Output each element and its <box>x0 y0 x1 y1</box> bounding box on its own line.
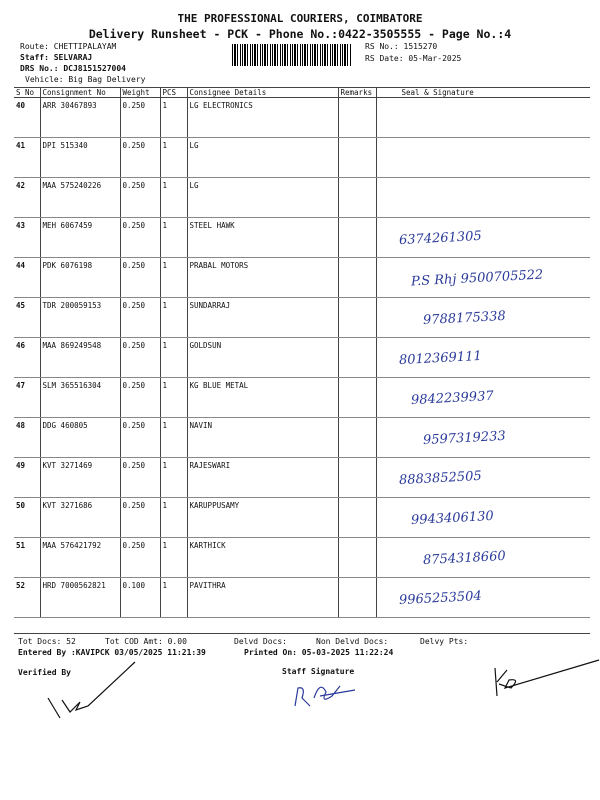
col-signature: Seal & Signature <box>376 88 590 98</box>
remarks-cell <box>338 98 376 138</box>
barcode <box>232 44 352 66</box>
table-row <box>14 178 590 218</box>
signature-cell <box>376 458 590 498</box>
col-pcs: PCS <box>160 88 187 98</box>
sno-cell: 43 <box>14 218 40 258</box>
consignee-cell: GOLDSUN <box>187 338 338 378</box>
remarks-cell <box>338 138 376 178</box>
weight-cell: 0.250 <box>120 298 160 338</box>
rs-date: RS Date: 05-Mar-2025 <box>365 54 462 63</box>
sno-cell: 41 <box>14 138 40 178</box>
company-title: THE PROFESSIONAL COURIERS, COIMBATORE <box>177 12 423 25</box>
staff-signature-label: Staff Signature <box>282 667 355 676</box>
weight-cell: 0.250 <box>120 498 160 538</box>
table-row <box>14 218 590 258</box>
remarks-cell <box>338 298 376 338</box>
pcs-cell: 1 <box>160 418 187 458</box>
consignment-cell: TDR 200059153 <box>40 298 120 338</box>
drs-no: DRS No.: DCJ8151527004 <box>20 64 126 73</box>
weight-cell: 0.250 <box>120 98 160 138</box>
remarks-cell <box>338 498 376 538</box>
weight-cell: 0.100 <box>120 578 160 618</box>
weight-cell: 0.250 <box>120 138 160 178</box>
consignee-cell: KARUPPUSAMY <box>187 498 338 538</box>
pcs-cell: 1 <box>160 498 187 538</box>
handwritten-phone: 9597319233 <box>422 428 506 449</box>
remarks-cell <box>338 538 376 578</box>
table-row <box>14 338 590 378</box>
table-row <box>14 458 590 498</box>
handwritten-phone: 8012369111 <box>398 348 482 369</box>
pcs-cell: 1 <box>160 538 187 578</box>
consignee-cell: RAJESWARI <box>187 458 338 498</box>
remarks-cell <box>338 378 376 418</box>
delvd-docs: Delvd Docs: <box>234 637 287 646</box>
consignee-cell: LG <box>187 138 338 178</box>
signature-cell <box>376 98 590 138</box>
col-consignee: Consignee Details <box>187 88 338 98</box>
table-row <box>14 258 590 298</box>
consignment-cell: SLM 365516304 <box>40 378 120 418</box>
signature-cell <box>376 218 590 258</box>
printed-on: Printed On: 05-03-2025 11:22:24 <box>244 648 394 657</box>
pcs-cell: 1 <box>160 458 187 498</box>
table-row <box>14 418 590 458</box>
tot-cod: Tot COD Amt: 0.00 <box>105 637 187 646</box>
consignment-cell: KVT 3271469 <box>40 458 120 498</box>
remarks-cell <box>338 418 376 458</box>
sno-cell: 52 <box>14 578 40 618</box>
sno-cell: 51 <box>14 538 40 578</box>
consignee-cell: KG BLUE METAL <box>187 378 338 418</box>
weight-cell: 0.250 <box>120 538 160 578</box>
remarks-cell <box>338 458 376 498</box>
runsheet-table <box>14 87 590 618</box>
sno-cell: 47 <box>14 378 40 418</box>
remarks-cell <box>338 338 376 378</box>
vehicle: Vehicle: Big Bag Delivery <box>25 75 146 84</box>
table-row <box>14 378 590 418</box>
consignee-cell: LG ELECTRONICS <box>187 98 338 138</box>
consignee-cell: PRABAL MOTORS <box>187 258 338 298</box>
consignee-cell: LG <box>187 178 338 218</box>
sno-cell: 44 <box>14 258 40 298</box>
sno-cell: 48 <box>14 418 40 458</box>
staff-signature <box>290 678 360 713</box>
pcs-cell: 1 <box>160 138 187 178</box>
entered-by: Entered By :KAVIPCK 03/05/2025 11:21:39 <box>18 648 206 657</box>
consignment-cell: MAA 576421792 <box>40 538 120 578</box>
pcs-cell: 1 <box>160 258 187 298</box>
consignee-cell: SUNDARRAJ <box>187 298 338 338</box>
consignment-cell: KVT 3271686 <box>40 498 120 538</box>
staff: Staff: SELVARAJ <box>20 53 93 62</box>
consignment-cell: DDG 460805 <box>40 418 120 458</box>
signature-cell <box>376 378 590 418</box>
table-row <box>14 498 590 538</box>
sno-cell: 50 <box>14 498 40 538</box>
signature-cell <box>376 138 590 178</box>
pcs-cell: 1 <box>160 338 187 378</box>
remarks-cell <box>338 218 376 258</box>
remarks-cell <box>338 178 376 218</box>
col-remarks: Remarks <box>338 88 376 98</box>
verified-by-label: Verified By <box>18 668 71 677</box>
col-sno: S No <box>14 88 40 98</box>
weight-cell: 0.250 <box>120 378 160 418</box>
handwritten-phone: P.S Rhj 9500705522 <box>410 267 544 290</box>
table-header <box>14 88 590 98</box>
weight-cell: 0.250 <box>120 218 160 258</box>
non-delvd-docs: Non Delvd Docs: <box>316 637 389 646</box>
consignee-cell: NAVIN <box>187 418 338 458</box>
sno-cell: 45 <box>14 298 40 338</box>
consignment-cell: ARR 30467893 <box>40 98 120 138</box>
tot-docs: Tot Docs: 52 <box>18 637 76 646</box>
handwritten-phone: 6374261305 <box>398 228 482 249</box>
receiver-signature <box>485 658 600 698</box>
col-consignment: Consignment No <box>40 88 120 98</box>
handwritten-phone: 9788175338 <box>422 308 506 329</box>
consignment-cell: MEH 6067459 <box>40 218 120 258</box>
consignment-cell: DPI 515340 <box>40 138 120 178</box>
signature-cell <box>376 418 590 458</box>
consignment-cell: MAA 575240226 <box>40 178 120 218</box>
pcs-cell: 1 <box>160 578 187 618</box>
delvy-pts: Delvy Pts: <box>420 637 469 646</box>
handwritten-phone: 9842239937 <box>410 388 494 409</box>
handwritten-phone: 8754318660 <box>422 548 506 569</box>
weight-cell: 0.250 <box>120 458 160 498</box>
pcs-cell: 1 <box>160 98 187 138</box>
signature-cell <box>376 578 590 618</box>
signature-cell <box>376 538 590 578</box>
signature-cell <box>376 498 590 538</box>
consignment-cell: HRD 7000562821 <box>40 578 120 618</box>
route: Route: CHETTIPALAYAM <box>20 42 117 51</box>
signature-cell <box>376 298 590 338</box>
verified-signature <box>40 660 140 720</box>
consignee-cell: STEEL HAWK <box>187 218 338 258</box>
pcs-cell: 1 <box>160 298 187 338</box>
col-weight: Weight <box>120 88 160 98</box>
consignment-cell: MAA 869249548 <box>40 338 120 378</box>
table-row <box>14 578 590 618</box>
weight-cell: 0.250 <box>120 258 160 298</box>
sno-cell: 49 <box>14 458 40 498</box>
table-row <box>14 138 590 178</box>
handwritten-phone: 9965253504 <box>398 588 482 609</box>
table-row <box>14 98 590 138</box>
consignee-cell: KARTHICK <box>187 538 338 578</box>
runsheet-subtitle: Delivery Runsheet - PCK - Phone No.:0422-3505555 - Page No.:4 <box>88 27 512 41</box>
sno-cell: 46 <box>14 338 40 378</box>
pcs-cell: 1 <box>160 178 187 218</box>
footer-divider <box>14 633 590 634</box>
weight-cell: 0.250 <box>120 418 160 458</box>
weight-cell: 0.250 <box>120 338 160 378</box>
pcs-cell: 1 <box>160 378 187 418</box>
rs-no: RS No.: 1515270 <box>365 42 438 51</box>
weight-cell: 0.250 <box>120 178 160 218</box>
consignee-cell: PAVITHRA <box>187 578 338 618</box>
sno-cell: 40 <box>14 98 40 138</box>
handwritten-phone: 9943406130 <box>410 508 494 529</box>
table-row <box>14 538 590 578</box>
signature-cell <box>376 178 590 218</box>
pcs-cell: 1 <box>160 218 187 258</box>
consignment-cell: PDK 6076198 <box>40 258 120 298</box>
table-row <box>14 298 590 338</box>
signature-cell <box>376 338 590 378</box>
remarks-cell <box>338 258 376 298</box>
remarks-cell <box>338 578 376 618</box>
sno-cell: 42 <box>14 178 40 218</box>
handwritten-phone: 8883852505 <box>398 468 482 489</box>
signature-cell <box>376 258 590 298</box>
